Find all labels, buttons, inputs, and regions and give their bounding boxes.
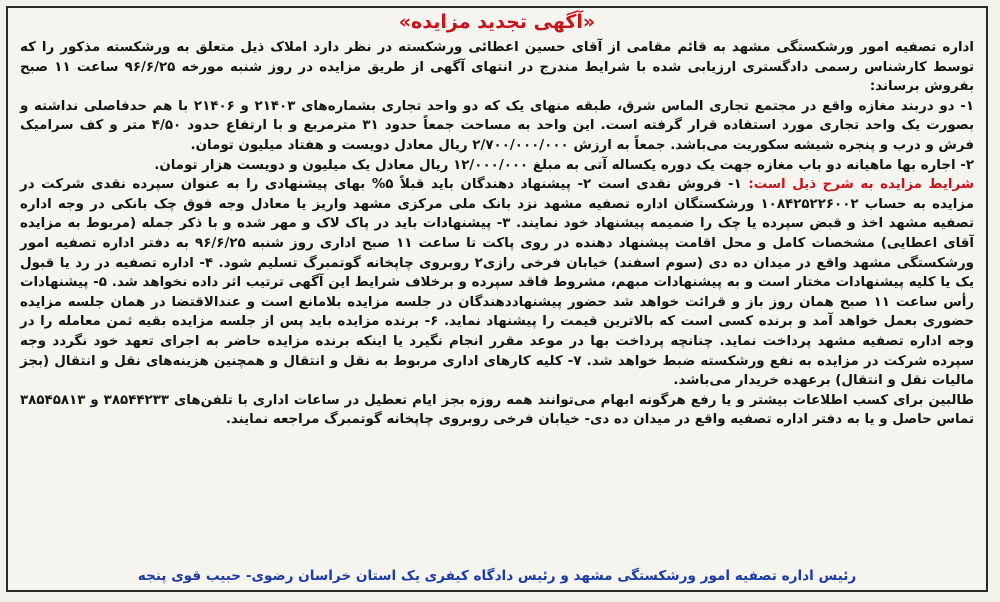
conditions-paragraph <box>20 175 974 391</box>
conditions-heading: شرایط مزایده به شرح ذیل است: <box>748 177 974 193</box>
notice-frame <box>6 6 988 592</box>
notice-title: «آگهی تجدید مزایده» <box>398 11 596 33</box>
intro-paragraph: اداره تصفیه امور ورشکستگی مشهد به قائم مقامی از آقای حسین اعطائی ورشکسته در نظر دارد املاک ذیل متعلق به ورشکسته مذکور را که توسط کارشناس رسمی دادگستری ارزیابی شده با شرایط مندرج در انتهای آگهی از طریق مزایده در روز شنبه مورخه ۹۶/۶/۲۵ ساعت ۱۱ صبح بفروش برساند: <box>20 40 974 95</box>
notice-body <box>20 38 974 430</box>
contact-paragraph: طالبین برای کسب اطلاعات بیشتر و یا رفع هرگونه ابهام می‌توانند همه روزه بجز ایام تعطیل در ساعات اداری با تلفن‌های ۳۸۵۴۴۲۳۳ و ۳۸۵۴۵۸۱۳ تماس حاصل و یا به دفتر اداره تصفیه واقع در میدان ده دی- خیابان فرخی روبروی چاپخانه گوتمبرگ مراجعه نمایند. <box>20 392 974 428</box>
conditions-text: ۱- فروش نقدی است ۲- پیشنهاد دهندگان باید قبلاً ۵% بهای پیشنهادی را به عنوان سپرده نقدی شرکت در مزایده به حساب ۱۰۸۴۲۵۲۲۶۰۰۲ ورشکستگان اداره تصفیه مشهد نزد بانک ملی مرکزی مشهد واریز یا معادل وجه فوق چک بانکی در وجه اداره تصفیه مشهد اخذ و قبض سپرده یا چک را ضمیمه پیشنهاد خود نمایند. ۳- پیشنهادات باید در پاک لاک و مهر شده و با ذکر جمله (مربوط به مزایده آقای اعطایی) مشخصات کامل و محل اقامت پیشنهاد دهنده در روی پاکت تا ساعت ۱۱ صبح اداری روز شنبه ۹۶/۶/۲۵ به دفتر اداره تصفیه امور ورشکستگی مشهد واقع در میدان ده دی (سوم اسفند) خیابان فرخی رازی۲ روبروی چاپخانه گوتمبرگ تسلیم شود. ۴- اداره تصفیه در رد یا قبول یک یا کلیه پیشنهادات مختار است و به پیشنهادات مبهم، مشروط فاقد سپرده و برخلاف شرایط این آگهی ترتیب اثر داده نخواهد شد. ۵- پیشنهادات رأس ساعت ۱۱ صبح همان روز باز و قرائت خواهد شد حضور پیشنهاددهندگان در جلسه مزایده بلامانع است و عندالاقتضا در همان جلسه مزایده حضوری بعمل خواهد آمد و برنده کسی است که بالاترین قیمت را پیشنهاد نماید. ۶- برنده مزایده باید پس از جلسه مزایده بقیه ثمن معامله را در وجه اداره تصفیه مشهد پرداخت نماید. چنانچه پرداخت بها در موعد مقرر انجام نگیرد یا اینکه برنده مزایده حاضر به اجرای تعهد خود نگردد وجه سپرده شرکت در مزایده به نفع ورشکسته ضبط خواهد شد. ۷- کلیه کارهای اداری مربوط به نقل و انتقال و همچنین هزینه‌های نقل و انتقال (بجز مالیات نقل و انتقال) برعهده خریدار می‌باشد. <box>20 177 975 389</box>
item-1-paragraph: ۱- دو دربند مغازه واقع در مجتمع تجاری الماس شرق، طبقه منهای یک که دو واحد تجاری بشماره‌های ۲۱۴۰۳ و ۲۱۴۰۶ با هم حدفاصلی نداشته و بصورت یک واحد تجاری مورد استفاده قرار گرفته است. این واحد به مساحت جمعاً حدود ۳۱ مترمربع و با ارتفاع حدود ۴/۵۰ متر و کف سرامیک فرش و درب و پنجره شیشه سکوریت می‌باشد. جمعاً به ارزش ۲/۷۰۰/۰۰۰/۰۰۰ ریال معادل دویست و هفتاد میلیون تومان. <box>20 98 974 153</box>
signature-line: رئیس اداره تصفیه امور ورشکستگی مشهد و رئیس دادگاه کیفری یک استان خراسان رضوی- حبیب قوی پنجه <box>137 568 857 584</box>
item-2-paragraph: ۲- اجاره بها ماهیانه دو باب مغازه جهت یک دوره یکساله آتی به مبلغ ۱۲/۰۰۰/۰۰۰ ریال معادل یک میلیون و دویست هزار تومان. <box>154 157 974 173</box>
